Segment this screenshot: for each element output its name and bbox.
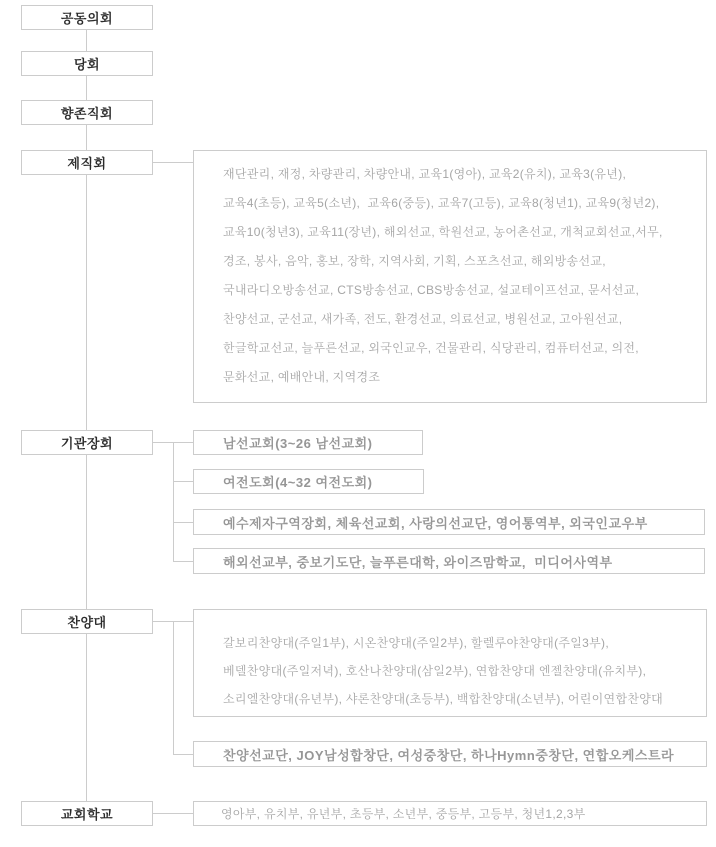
node-gyohoehakgyo xyxy=(21,801,153,826)
jejik-departments-line: 한글학교선교, 늘푸른선교, 외국인교우, 건물관리, 식당관리, 컴퓨터선교, 의전, xyxy=(223,341,639,355)
gigwan-child-label: 예수제자구역장회, 체육선교회, 사랑의선교단, 영어통역부, 외국인교우부 xyxy=(223,515,648,531)
jejik-departments-line: 교육10(청년3), 교육11(장년), 해외선교, 학원선교, 농어촌선교, 개척교회선교,서무, xyxy=(223,225,663,239)
connector-gigwan-stub-3 xyxy=(173,522,193,523)
jejik-departments-box xyxy=(193,150,707,403)
connector-chanyang-stub xyxy=(173,754,193,755)
node-label: 향존직회 xyxy=(60,106,114,121)
gigwan-child-groups2-box xyxy=(193,548,705,574)
node-chanyangdae xyxy=(21,609,153,634)
chanyang-groups-label: 찬양선교단, JOY남성합창단, 여성중창단, 하나Hymn중창단, 연합오케스트라 xyxy=(223,747,675,763)
jejik-departments-line: 문화선교, 예배안내, 지역경조 xyxy=(223,370,381,384)
connector-spine-6 xyxy=(86,634,87,801)
gigwan-child-label: 남선교회(3~26 남선교회) xyxy=(223,436,373,451)
gigwan-child-label: 여전도회(4~32 여전도회) xyxy=(223,475,373,490)
jejik-departments-line: 재단관리, 재정, 차량관리, 차량안내, 교육1(영아), 교육2(유치), 교육3(유년), xyxy=(223,167,627,181)
node-label: 기관장회 xyxy=(60,436,114,451)
node-danghoe xyxy=(21,51,153,76)
connector-jejik xyxy=(153,162,193,163)
node-label: 당회 xyxy=(73,57,101,72)
node-label: 교회학교 xyxy=(60,807,114,822)
gigwan-child-label: 해외선교부, 중보기도단, 늘푸른대학, 와이즈맘학교, 미디어사역부 xyxy=(223,554,613,570)
chanyang-choirs-line: 베델찬양대(주일저녁), 호산나찬양대(삼일2부), 연합찬양대 엔젤찬양대(유치부), xyxy=(223,664,647,678)
connector-chanyang-drop xyxy=(173,621,174,754)
node-gigwanjanghoe xyxy=(21,430,153,455)
node-label: 공동의회 xyxy=(60,11,114,26)
node-hyangjonjikhoe xyxy=(21,100,153,125)
connector-school xyxy=(153,813,193,814)
connector-gigwan-drop xyxy=(173,442,174,561)
node-label: 찬양대 xyxy=(67,615,107,630)
jejik-departments-line: 경조, 봉사, 음악, 홍보, 장학, 지역사회, 기획, 스포츠선교, 해외방송선교, xyxy=(223,254,606,268)
chanyang-choirs-box xyxy=(193,609,707,717)
school-departments-label: 영아부, 유치부, 유년부, 초등부, 소년부, 중등부, 고등부, 청년1,2,3부 xyxy=(221,807,586,821)
jejik-departments-line: 찬양선교, 군선교, 새가족, 전도, 환경선교, 의료선교, 병원선교, 고아원선교, xyxy=(223,312,623,326)
gigwan-child-namseon-box xyxy=(193,430,423,455)
connector-spine-1 xyxy=(86,30,87,51)
node-label: 제직회 xyxy=(67,156,107,171)
connector-spine-3 xyxy=(86,125,87,150)
connector-spine-4 xyxy=(86,175,87,430)
node-jejikhoe xyxy=(21,150,153,175)
connector-gigwan-stub-2 xyxy=(173,481,193,482)
chanyang-choirs-line: 소리엘찬양대(유년부), 샤론찬양대(초등부), 백합찬양대(소년부), 어린이연합찬양대 xyxy=(223,692,664,706)
gigwan-child-yeojeon-box xyxy=(193,469,424,494)
node-gongdong-uihoe xyxy=(21,5,153,30)
school-departments-box xyxy=(193,801,707,826)
chanyang-groups-box xyxy=(193,741,707,767)
gigwan-child-groups1-box xyxy=(193,509,705,535)
chanyang-choirs-line: 갈보리찬양대(주일1부), 시온찬양대(주일2부), 할렐루야찬양대(주일3부), xyxy=(223,636,609,650)
connector-spine-5 xyxy=(86,455,87,609)
jejik-departments-line: 교육4(초등), 교육5(소년), 교육6(중등), 교육7(고등), 교육8(청년1), 교육9(청년2), xyxy=(223,196,660,210)
connector-gigwan-stub-4 xyxy=(173,561,193,562)
connector-spine-2 xyxy=(86,76,87,100)
jejik-departments-line: 국내라디오방송선교, CTS방송선교, CBS방송선교, 설교테이프선교, 문서선교, xyxy=(223,283,640,297)
